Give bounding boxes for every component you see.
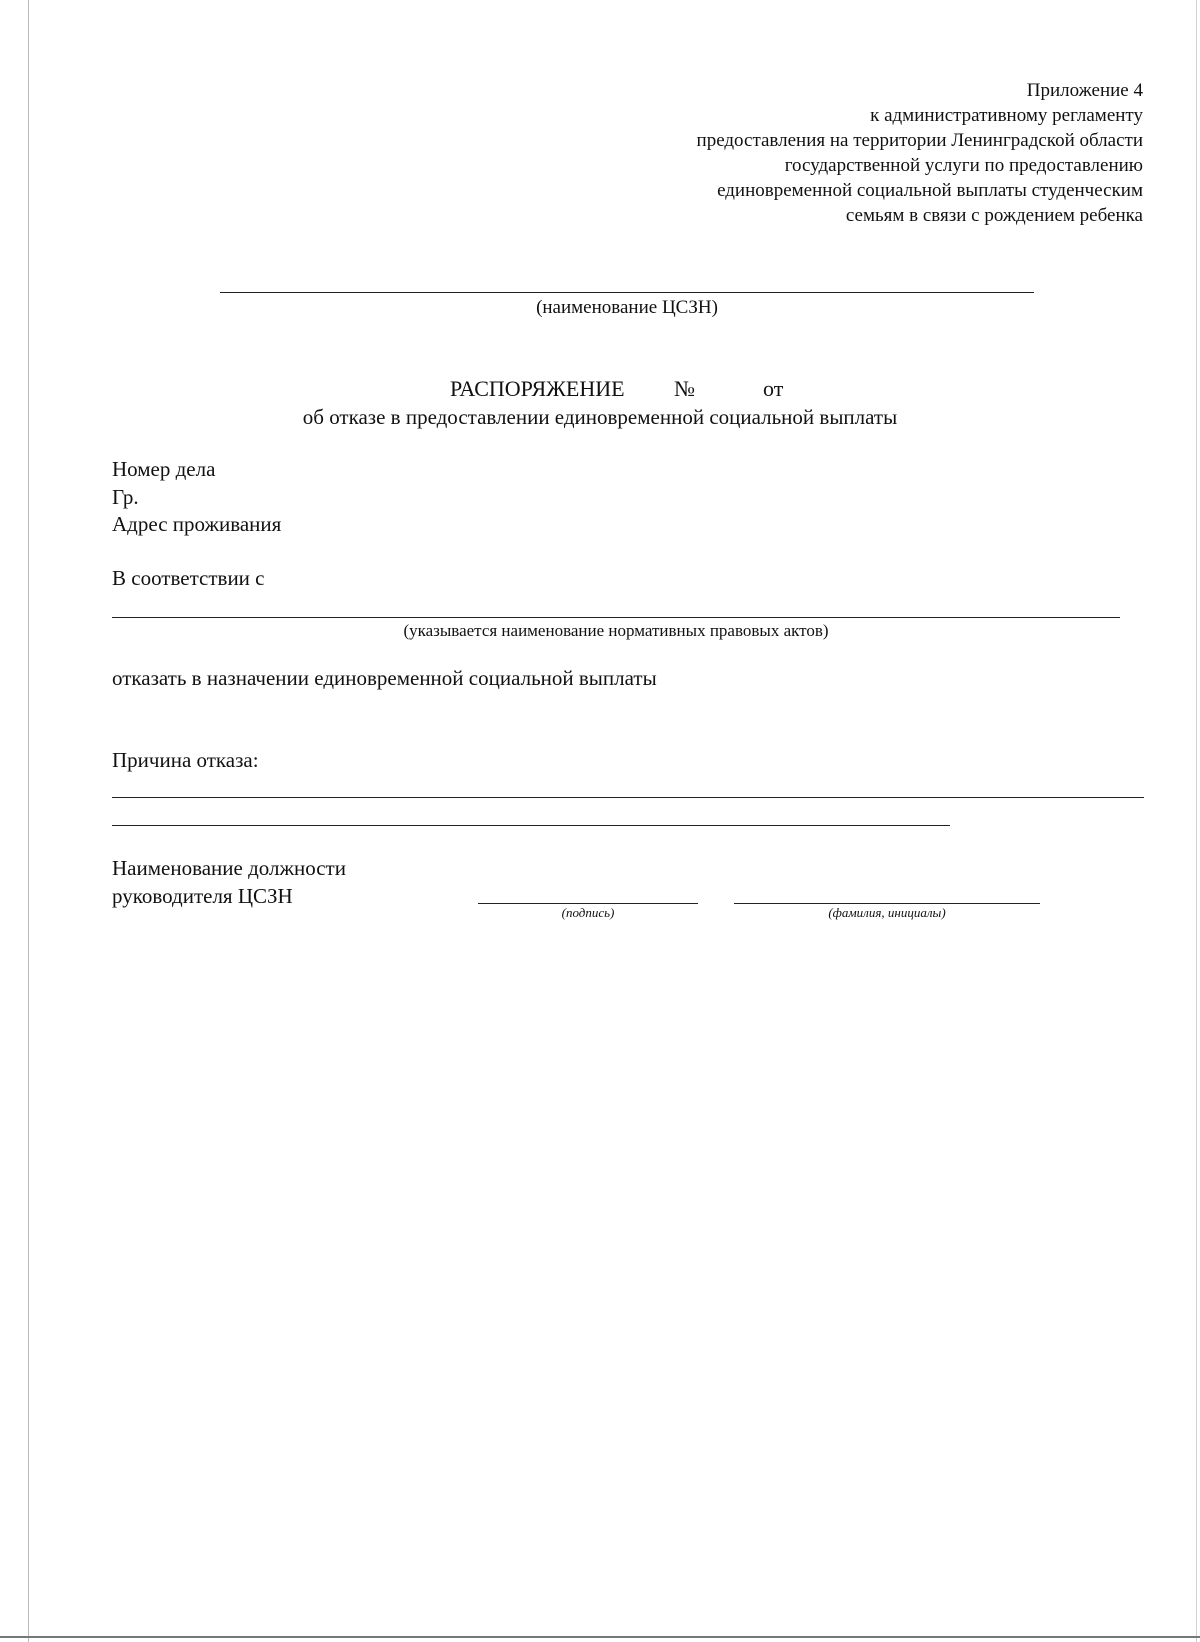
signature-line [478, 903, 698, 904]
number-sign: № [674, 376, 695, 401]
position-title-line1: Наименование должности [112, 856, 346, 880]
from-word: от [763, 376, 784, 401]
scan-edge-bottom [0, 1636, 1200, 1638]
citizen-label: Гр. [112, 485, 139, 509]
basis-line [112, 617, 1120, 618]
scan-edge-right [1196, 0, 1197, 1642]
signature-caption: (подпись) [561, 905, 615, 920]
document-subtitle: об отказе в предоставлении единовременной социальной выплаты [302, 405, 898, 429]
appendix-line: Приложение 4 [1026, 80, 1143, 101]
case-number-label: Номер дела [112, 457, 216, 481]
appendix-line: к административному регламенту [870, 105, 1143, 126]
org-name-caption: (наименование ЦСЗН) [536, 297, 718, 318]
position-title-line2: руководителя ЦСЗН [112, 884, 293, 908]
scan-edge-left [28, 0, 29, 1642]
decision-text: отказать в назначении единовременной социальной выплаты [112, 666, 657, 690]
appendix-line: семьям в связи с рождением ребенка [845, 205, 1143, 226]
basis-caption: (указывается наименование нормативных правовых актов) [403, 621, 829, 640]
address-label: Адрес проживания [112, 512, 282, 536]
appendix-line: государственной услуги по предоставлению [784, 155, 1143, 176]
name-caption: (фамилия, инициалы) [828, 905, 946, 920]
appendix-line: единовременной социальной выплаты студенческим [717, 180, 1143, 201]
name-line [734, 903, 1040, 904]
basis-intro: В соответствии с [112, 566, 265, 590]
org-name-line [220, 292, 1034, 293]
reason-line-2 [112, 825, 950, 826]
document-title [0, 376, 1200, 404]
title-word: РАСПОРЯЖЕНИЕ [450, 376, 625, 401]
reason-line-1 [112, 797, 1144, 798]
appendix-line: предоставления на территории Ленинградской области [696, 130, 1143, 151]
reason-label: Причина отказа: [112, 748, 259, 772]
appendix-header [583, 78, 1143, 228]
